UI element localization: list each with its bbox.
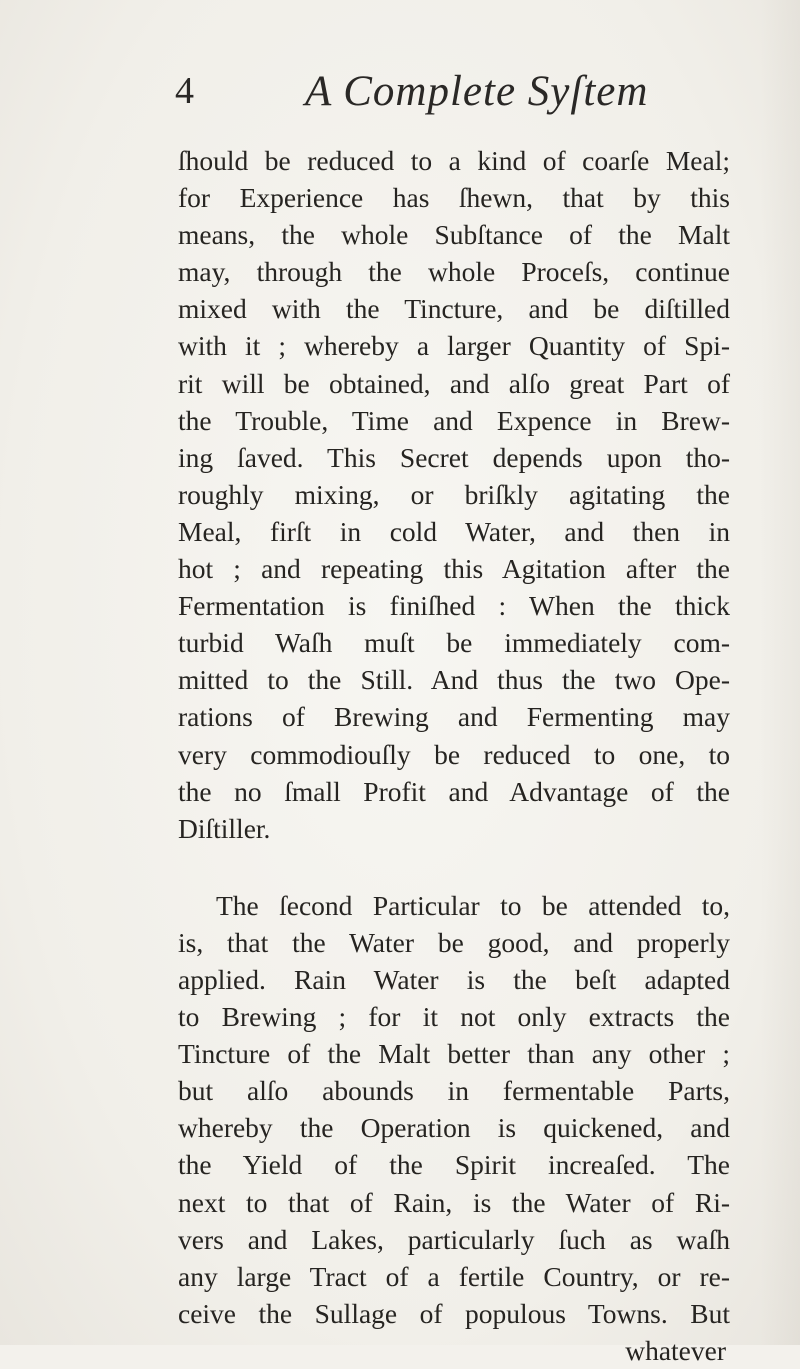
text-line: turbid Waſh muſt be immediately com- — [178, 627, 730, 659]
text-line: any large Tract of a fertile Country, or re- — [178, 1260, 730, 1292]
text-line: The ſecond Particular to be attended to, — [216, 889, 730, 921]
text-line: is, that the Water be good, and properly — [178, 926, 730, 958]
text-line: the Yield of the Spirit increaſed. The — [178, 1149, 730, 1181]
text-line: rit will be obtained, and alſo great Part of — [178, 367, 730, 399]
text-line: ceive the Sullage of populous Towns. But — [178, 1297, 730, 1329]
text-line: ſhould be reduced to a kind of coarſe Meal; — [178, 145, 730, 176]
text-line: Tincture of the Malt better than any other ; — [178, 1038, 730, 1070]
text-line: means, the whole Subſtance of the Malt — [178, 219, 730, 251]
text-line: next to that of Rain, is the Water of Ri- — [178, 1186, 730, 1218]
text-line: rations of Brewing and Fermenting may — [178, 701, 730, 733]
text-line: Fermentation is finiſhed : When the thick — [178, 590, 730, 622]
text-line: to Brewing ; for it not only extracts the — [178, 1001, 730, 1033]
text-line: mixed with the Tincture, and be diſtilled — [178, 293, 730, 325]
text-line: with it ; whereby a larger Quantity of Spi- — [178, 330, 730, 362]
paragraph-gap — [178, 847, 730, 887]
text-line: the no ſmall Profit and Advantage of the — [178, 775, 730, 807]
catchword: whatever — [625, 1334, 726, 1366]
text-line: but alſo abounds in fermentable Parts, — [178, 1075, 730, 1107]
page-number: 4 — [175, 70, 194, 112]
running-title: A Complete Syſtem — [305, 68, 649, 115]
text-line: roughly mixing, or briſkly agitating the — [178, 478, 730, 510]
text-line: for Experience has ſhewn, that by this — [178, 182, 730, 214]
paragraph-1 — [178, 142, 730, 847]
page-edge-shadow — [760, 0, 800, 1345]
text-line: hot ; and repeating this Agitation after the — [178, 553, 730, 585]
paragraph-2 — [178, 887, 730, 1332]
text-line: applied. Rain Water is the beſt adapted — [178, 963, 730, 995]
text-line: may, through the whole Proceſs, continue — [178, 256, 730, 288]
text-line: very commodiouſly be reduced to one, to — [178, 738, 730, 770]
text-line: Diſtiller. — [178, 812, 271, 844]
text-line: vers and Lakes, particularly ſuch as waſh — [178, 1223, 730, 1255]
text-line: Meal, firſt in cold Water, and then in — [178, 515, 730, 547]
page-header — [175, 70, 735, 130]
text-line: ing ſaved. This Secret depends upon tho- — [178, 441, 730, 473]
text-line: mitted to the Still. And thus the two Ope- — [178, 664, 730, 696]
text-line: whereby the Operation is quickened, and — [178, 1112, 730, 1144]
text-line: the Trouble, Time and Expence in Brew- — [178, 404, 730, 436]
body-text — [178, 142, 730, 1369]
